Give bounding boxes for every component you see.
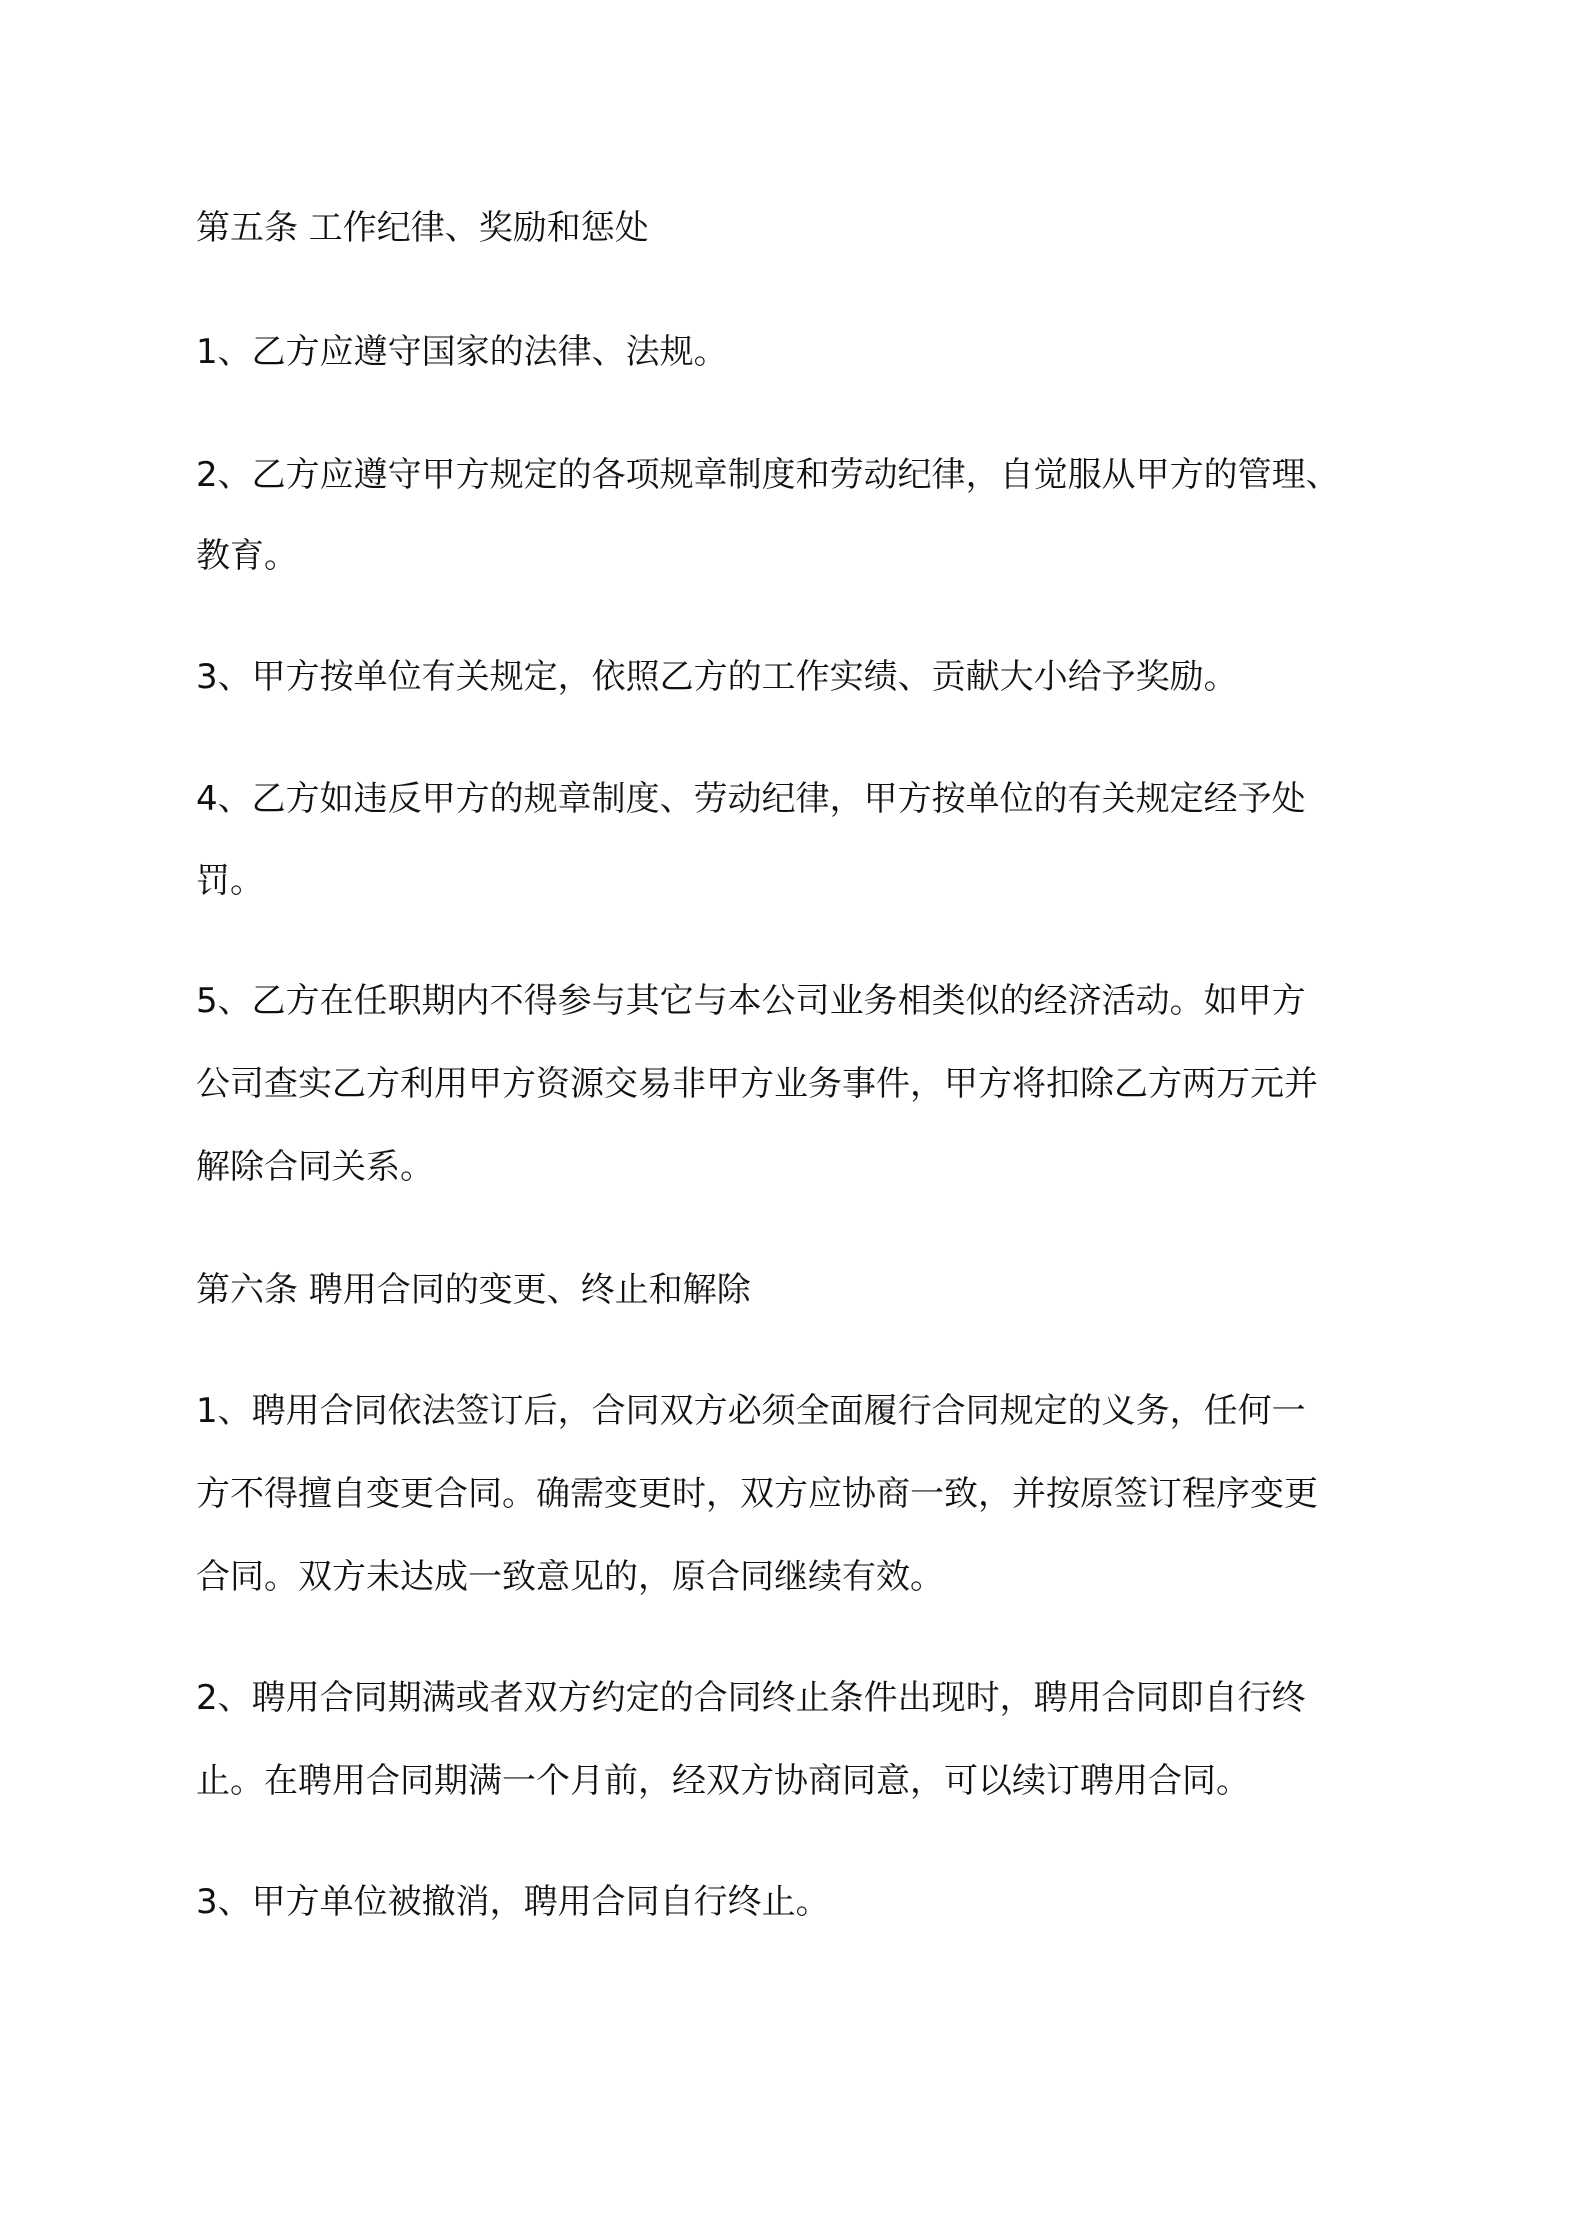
s6-item1-line3: 合同。双方未达成一致意见的，原合同继续有效。 <box>196 1557 944 1597</box>
s5-item4-line1: 4、乙方如违反甲方的规章制度、劳动纪律，甲方按单位的有关规定经予处 <box>196 779 1306 819</box>
s6-item3-line1: 3、甲方单位被撤消，聘用合同自行终止。 <box>196 1882 830 1922</box>
s5-item5-line2: 公司查实乙方利用甲方资源交易非甲方业务事件，甲方将扣除乙方两万元并 <box>196 1064 1318 1104</box>
s6-item2-line2: 止。在聘用合同期满一个月前，经双方协商同意，可以续订聘用合同。 <box>196 1761 1250 1801</box>
s5-item2-line2: 教育。 <box>196 536 298 576</box>
section-6-title: 第六条 聘用合同的变更、终止和解除 <box>196 1270 751 1310</box>
s6-item1-line2: 方不得擅自变更合同。确需变更时，双方应协商一致，并按原签订程序变更 <box>196 1474 1318 1514</box>
s5-item1-line1: 1、乙方应遵守国家的法律、法规。 <box>196 332 728 372</box>
s5-item2-line1: 2、乙方应遵守甲方规定的各项规章制度和劳动纪律，自觉服从甲方的管理、 <box>196 455 1340 495</box>
s5-item5-line3: 解除合同关系。 <box>196 1147 434 1187</box>
s5-item4-line2: 罚。 <box>196 861 264 901</box>
s6-item1-line1: 1、聘用合同依法签订后，合同双方必须全面履行合同规定的义务，任何一 <box>196 1391 1306 1431</box>
section-5-title: 第五条 工作纪律、奖励和惩处 <box>196 208 649 248</box>
s5-item3-line1: 3、甲方按单位有关规定，依照乙方的工作实绩、贡献大小给予奖励。 <box>196 657 1238 697</box>
s6-item2-line1: 2、聘用合同期满或者双方约定的合同终止条件出现时，聘用合同即自行终 <box>196 1678 1306 1718</box>
s5-item5-line1: 5、乙方在任职期内不得参与其它与本公司业务相类似的经济活动。如甲方 <box>196 981 1306 1021</box>
